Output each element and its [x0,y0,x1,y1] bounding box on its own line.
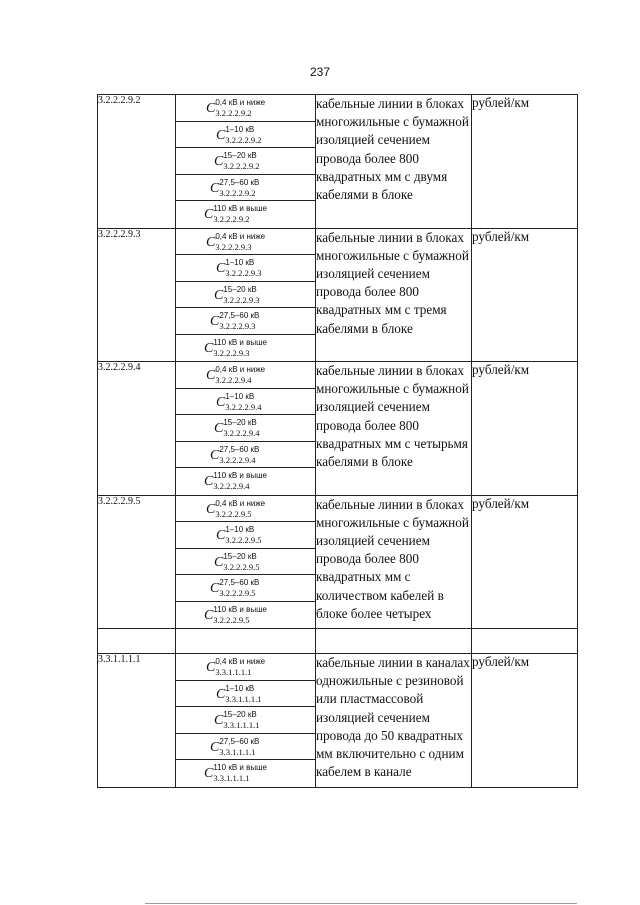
section-unit: рублей/км [472,654,578,788]
symbol-letter: C [214,154,224,169]
cost-symbol [214,552,259,572]
symbol-row [176,308,315,335]
cost-symbol [206,499,265,519]
voltage-label: 27,5–60 кВ [219,736,260,746]
tariff-table [97,94,578,788]
symbol-letter: C [214,554,224,570]
section-row [98,95,578,229]
symbol-subscript: 3.3.1.1.1.1 [219,746,256,757]
voltage-label: 110 кВ и выше [213,763,267,772]
symbol-list [176,654,316,788]
symbol-subscript: 3.2.2.2.9.5 [225,535,262,545]
section-description: кабельные линии в каналах одножильные с резиновой или пластмассовой изоляцией сечением провода до 50 квадратных мм включительно с одним кабелем в канале [316,654,472,788]
symbol-letter: C [206,234,216,250]
cost-symbol [210,737,259,757]
symbol-row [176,148,315,175]
section-code: 3.2.2.2.9.5 [98,495,176,629]
page-number: 237 [309,65,331,79]
symbol-list [176,95,316,229]
symbol-list [176,228,316,362]
voltage-label: 27,5–60 кВ [219,444,260,454]
cost-symbol [214,285,259,305]
voltage-label: 1–10 кВ [225,683,255,693]
cost-symbol [204,338,267,358]
symbol-row [176,575,315,602]
voltage-label: 1–10 кВ [225,525,255,534]
symbol-letter: C [216,261,226,276]
symbol-letter: C [216,127,226,143]
symbol-subscript: 3.2.2.2.9.5 [213,614,250,625]
section-code: 3.2.2.2.9.2 [98,95,176,229]
symbol-subscript: 3.2.2.2.9.5 [219,588,256,598]
cost-symbol [206,232,265,252]
symbol-row [176,389,315,416]
empty-row [98,629,578,654]
symbol-row [176,201,315,228]
symbol-letter: C [206,368,216,383]
symbol-row [176,602,315,629]
symbol-subscript: 3.2.2.2.9.3 [213,347,250,358]
cost-symbol [210,578,259,598]
symbol-subscript: 3.2.2.2.9.3 [225,268,262,278]
symbol-row [176,654,315,681]
empty-cell [316,629,472,654]
symbol-row [176,362,315,389]
symbol-letter: C [204,207,214,222]
symbol-list [176,495,316,629]
cost-symbol [206,657,265,677]
symbol-subscript: 3.2.2.2.9.2 [213,214,250,224]
voltage-label: 0,4 кВ и ниже [215,498,266,508]
symbol-subscript: 3.3.1.1.1.1 [215,667,252,677]
symbol-list [176,362,316,496]
cost-symbol [216,258,261,278]
symbol-subscript: 3.2.2.2.9.5 [223,561,260,572]
voltage-label: 110 кВ и выше [213,471,267,480]
symbol-subscript: 3.2.2.2.9.2 [215,108,252,118]
cost-symbol [216,525,261,545]
section-unit: рублей/км [472,95,578,229]
voltage-label: 1–10 кВ [225,124,255,134]
symbol-letter: C [214,713,224,728]
cost-symbol [216,125,261,145]
symbol-letter: C [216,394,226,410]
symbol-letter: C [216,686,226,702]
cost-symbol [216,392,261,412]
page-bottom-rule [145,903,577,904]
symbol-row [176,282,315,309]
voltage-label: 110 кВ и выше [213,604,267,614]
voltage-label: 15–20 кВ [223,151,257,160]
symbol-row [176,468,315,495]
symbol-subscript: 3.2.2.2.9.3 [219,321,256,331]
cost-symbol [214,418,259,438]
cost-symbol [204,605,267,625]
voltage-label: 110 кВ и выше [213,204,267,213]
voltage-label: 15–20 кВ [223,551,257,561]
symbol-letter: C [210,739,220,755]
symbol-letter: C [206,101,216,116]
cost-symbol [210,445,259,465]
symbol-subscript: 3.3.1.1.1.1 [225,693,262,704]
symbol-row [176,175,315,202]
symbol-letter: C [210,447,220,463]
cost-symbol [216,684,261,704]
cost-symbol [214,151,259,171]
symbol-row [176,549,315,576]
symbol-subscript: 3.2.2.2.9.4 [223,428,260,438]
voltage-label: 0,4 кВ и ниже [215,98,266,107]
section-unit: рублей/км [472,228,578,362]
symbol-row [176,496,315,523]
empty-cell [472,629,578,654]
cost-symbol [204,763,267,783]
section-description: кабельные линии в блоках многожильные с бумажной изоляцией сечением провода более 800 квадратных мм с двумя кабелями в блоке [316,95,472,229]
symbol-row [176,522,315,549]
symbol-letter: C [206,660,216,675]
symbol-subscript: 3.2.2.2.9.2 [219,187,256,198]
voltage-label: 0,4 кВ и ниже [215,365,266,374]
symbol-subscript: 3.2.2.2.9.3 [215,241,252,252]
symbol-letter: C [214,421,224,436]
section-row [98,362,578,496]
section-code: 3.3.1.1.1.1 [98,654,176,788]
section-unit: рублей/км [472,362,578,496]
voltage-label: 1–10 кВ [225,258,255,267]
section-unit: рублей/км [472,495,578,629]
symbol-subscript: 3.2.2.2.9.2 [225,134,262,145]
symbol-row [176,229,315,256]
section-description: кабельные линии в блоках многожильные с бумажной изоляцией сечением провода более 800 квадратных мм с тремя кабелями в блоке [316,228,472,362]
symbol-letter: C [204,474,214,489]
voltage-label: 15–20 кВ [223,418,257,427]
voltage-label: 27,5–60 кВ [219,177,260,187]
voltage-label: 27,5–60 кВ [219,311,260,320]
section-code: 3.2.2.2.9.3 [98,228,176,362]
symbol-subscript: 3.2.2.2.9.4 [215,375,252,385]
voltage-label: 110 кВ и выше [213,337,267,347]
symbol-letter: C [216,528,226,543]
cost-symbol [206,365,265,385]
symbol-row [176,681,315,708]
symbol-row [176,415,315,442]
symbol-subscript: 3.2.2.2.9.2 [223,161,260,171]
voltage-label: 15–20 кВ [223,284,257,294]
symbol-row [176,122,315,149]
symbol-subscript: 3.3.1.1.1.1 [223,720,260,730]
cost-symbol [204,471,267,491]
symbol-letter: C [210,180,220,196]
voltage-label: 27,5–60 кВ [219,578,260,587]
symbol-row [176,255,315,282]
symbol-row [176,707,315,734]
section-description: кабельные линии в блоках многожильные с бумажной изоляцией сечением провода более 800 квадратных мм с четырьмя кабелями в блоке [316,362,472,496]
section-row [98,228,578,362]
voltage-label: 0,4 кВ и ниже [215,231,266,241]
symbol-row [176,95,315,122]
symbol-subscript: 3.3.1.1.1.1 [213,773,250,783]
section-description: кабельные линии в блоках многожильные с бумажной изоляцией сечением провода более 800 квадратных мм с количеством кабелей в блоке более четырех [316,495,472,629]
symbol-subscript: 3.2.2.2.9.4 [225,401,262,412]
empty-cell [98,629,176,654]
symbol-row [176,760,315,787]
symbol-letter: C [206,501,216,517]
symbol-subscript: 3.2.2.2.9.3 [223,294,260,305]
symbol-letter: C [204,607,214,623]
cost-symbol [210,178,259,198]
symbol-subscript: 3.2.2.2.9.4 [219,454,256,465]
section-row [98,495,578,629]
section-row [98,654,578,788]
symbol-subscript: 3.2.2.2.9.4 [213,481,250,491]
voltage-label: 15–20 кВ [223,710,257,719]
symbol-letter: C [204,340,214,356]
symbol-letter: C [214,287,224,303]
symbol-row [176,442,315,469]
symbol-letter: C [210,581,220,596]
cost-symbol [206,98,265,118]
symbol-row [176,734,315,761]
voltage-label: 1–10 кВ [225,391,255,401]
cost-symbol [210,311,259,331]
symbol-letter: C [204,766,214,781]
symbol-row [176,335,315,362]
cost-symbol [204,204,267,224]
section-code: 3.2.2.2.9.4 [98,362,176,496]
empty-cell [176,629,316,654]
symbol-subscript: 3.2.2.2.9.5 [215,508,252,519]
voltage-label: 0,4 кВ и ниже [215,657,266,666]
symbol-letter: C [210,314,220,329]
cost-symbol [214,710,259,730]
